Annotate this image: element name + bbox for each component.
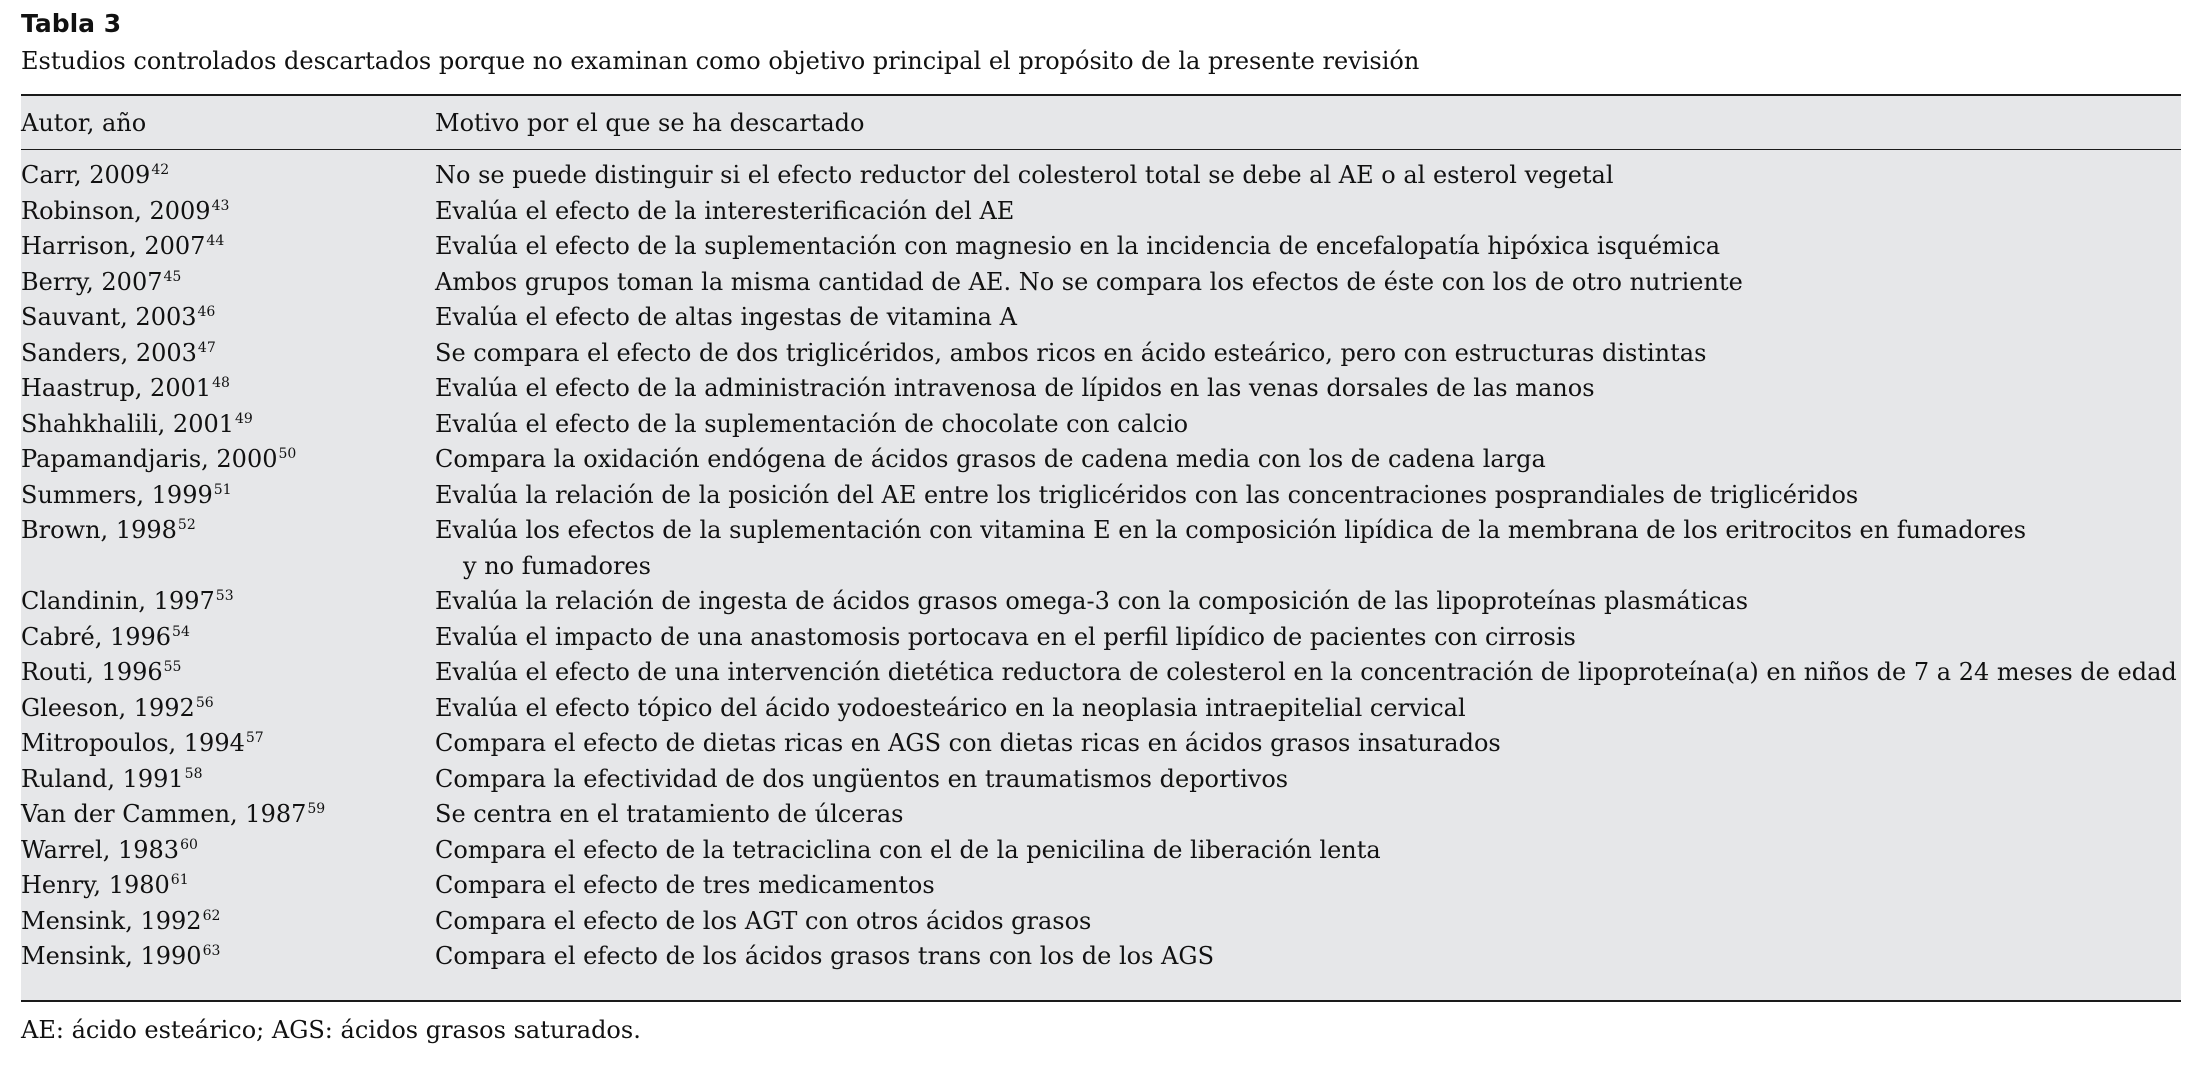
table-row: [21, 513, 2181, 584]
reason-continuation: y no fumadores: [463, 551, 651, 580]
author-cell: [21, 833, 198, 873]
author-cell: [21, 691, 214, 731]
author-cell: [21, 762, 203, 802]
reference-number: 43: [211, 197, 230, 214]
table-row: [21, 833, 2181, 869]
author-name: Mensink, 1990: [21, 942, 202, 970]
author-cell: [21, 513, 196, 553]
table-body: [21, 158, 2181, 975]
author-name: Mitropoulos, 1994: [21, 729, 245, 757]
reason-cell: Compara el efecto de los AGT con otros ácidos grasos: [435, 906, 1092, 935]
reference-number: 61: [170, 872, 189, 888]
reference-number: 51: [213, 481, 232, 498]
table-footnote: AE: ácido esteárico; AGS: ácidos grasos saturados.: [21, 1016, 641, 1044]
author-name: Ruland, 1991: [21, 764, 184, 793]
author-cell: [21, 300, 215, 340]
reference-number: 55: [163, 659, 182, 675]
author-cell: [21, 478, 232, 518]
table-row: [21, 655, 2181, 691]
table-row: [21, 726, 2181, 762]
author-cell: [21, 620, 190, 660]
author-cell: [21, 726, 264, 766]
author-name: Cabré, 1996: [21, 622, 172, 651]
author-name: Gleeson, 1992: [21, 693, 195, 722]
author-cell: [21, 336, 216, 376]
reason-cell: Evalúa el efecto de una intervención dietética reductora de colesterol en la concentración de lipoproteína(a) en niños de 7 a 24 meses de edad: [435, 658, 2177, 686]
reference-number: 49: [235, 410, 253, 427]
reason-text: Evalúa los efectos de la suplementación con vitamina E en la composición lipídica de la membrana de los eritrocitos en fumadores: [435, 516, 2027, 544]
reason-cell: Evalúa el efecto de la administración intravenosa de lípidos en las venas dorsales de las manos: [435, 374, 1595, 402]
reference-number: 63: [202, 943, 221, 959]
author-cell: [21, 265, 181, 305]
reason-cell: Evalúa la relación de la posición del AE entre los triglicéridos con las concentraciones posprandiales de triglicéridos: [435, 480, 1859, 509]
reason-cell: Compara el efecto de la tetraciclina con el de la penicilina de liberación lenta: [435, 835, 1381, 864]
reference-number: 58: [184, 765, 203, 782]
author-cell: [21, 194, 229, 234]
reference-number: 53: [215, 588, 234, 604]
table-row: [21, 868, 2181, 904]
table-row: [21, 371, 2181, 407]
author-name: Sauvant, 2003: [21, 303, 197, 331]
table-header: [21, 96, 2181, 150]
author-name: Berry, 2007: [21, 267, 163, 296]
reason-cell: Compara el efecto de tres medicamentos: [435, 871, 935, 899]
table-caption: Estudios controlados descartados porque no examinan como objetivo principal el propósito de la presente revisión: [21, 47, 1420, 75]
table-row: [21, 194, 2181, 230]
reason-cell: Evalúa el efecto de la suplementación con magnesio en la incidencia de encefalopatía hipóxica isquémica: [435, 232, 1721, 260]
author-name: Sanders, 2003: [21, 338, 197, 367]
author-name: Clandinin, 1997: [21, 587, 215, 615]
reason-cell: Compara el efecto de dietas ricas en AGS con dietas ricas en ácidos grasos insaturados: [435, 729, 1501, 757]
reason-cell: Se centra en el tratamiento de úlceras: [435, 800, 904, 828]
table-row: [21, 478, 2181, 514]
reference-number: 46: [197, 304, 216, 320]
table-row: [21, 797, 2181, 833]
reason-cell: Evalúa el efecto de la suplementación de chocolate con calcio: [435, 409, 1189, 438]
table-row: [21, 300, 2181, 336]
author-name: Robinson, 2009: [21, 196, 211, 225]
reference-number: 56: [195, 694, 214, 711]
table-row: [21, 229, 2181, 265]
author-cell: [21, 407, 253, 447]
author-cell: [21, 904, 220, 944]
author-name: Routi, 1996: [21, 658, 163, 686]
author-cell: [21, 797, 325, 837]
reference-number: 54: [172, 623, 190, 640]
table: [21, 94, 2181, 1002]
author-name: Brown, 1998: [21, 516, 177, 544]
reason-cell: Ambos grupos toman la misma cantidad de AE. No se compara los efectos de éste con los de otro nutriente: [435, 267, 1743, 296]
author-cell: [21, 868, 189, 908]
author-name: Harrison, 2007: [21, 232, 206, 260]
reference-number: 42: [151, 162, 170, 178]
reference-number: 52: [177, 517, 196, 533]
reason-cell: [435, 513, 2181, 584]
reason-cell: Evalúa el efecto tópico del ácido yodoesteárico en la neoplasia intraepitelial cervical: [435, 693, 1466, 722]
author-name: Van der Cammen, 1987: [21, 800, 307, 828]
reason-cell: Evalúa el efecto de la interesterificación del AE: [435, 196, 1015, 225]
author-name: Haastrup, 2001: [21, 374, 212, 402]
table-row: [21, 939, 2181, 975]
reference-number: 44: [206, 233, 225, 249]
reference-number: 48: [212, 375, 230, 391]
author-cell: [21, 371, 230, 411]
reason-cell: Compara la efectividad de dos ungüentos en traumatismos deportivos: [435, 764, 1289, 793]
author-cell: [21, 158, 169, 198]
table-row: [21, 584, 2181, 620]
reference-number: 59: [307, 801, 326, 817]
table-row: [21, 442, 2181, 478]
author-name: Mensink, 1992: [21, 906, 202, 935]
reason-cell: Evalúa la relación de ingesta de ácidos grasos omega-3 con la composición de las lipoproteínas plasmáticas: [435, 587, 1749, 615]
author-name: Summers, 1999: [21, 480, 213, 509]
author-cell: [21, 939, 220, 979]
author-name: Henry, 1980: [21, 871, 170, 899]
reference-number: 60: [180, 836, 198, 853]
author-cell: [21, 229, 224, 269]
header-author: Autor, año: [21, 109, 147, 137]
reference-number: 47: [197, 339, 216, 356]
header-reason: Motivo por el que se ha descartado: [435, 109, 865, 137]
author-name: Papamandjaris, 2000: [21, 445, 278, 473]
reason-cell: Compara la oxidación endógena de ácidos grasos de cadena media con los de cadena larga: [435, 445, 1546, 473]
table-row: [21, 691, 2181, 727]
table-row: [21, 407, 2181, 443]
reason-cell: Se compara el efecto de dos triglicéridos, ambos ricos en ácido esteárico, pero con estructuras distintas: [435, 338, 1707, 367]
table-row: [21, 762, 2181, 798]
reason-cell: Compara el efecto de los ácidos grasos trans con los de los AGS: [435, 942, 1215, 970]
reference-number: 45: [163, 268, 182, 285]
author-name: Shahkhalili, 2001: [21, 409, 235, 438]
reason-cell: Evalúa el efecto de altas ingestas de vitamina A: [435, 303, 1017, 331]
table-row: [21, 336, 2181, 372]
table-title: Tabla 3: [21, 9, 122, 38]
reason-cell: Evalúa el impacto de una anastomosis portocava en el perfil lipídico de pacientes con cirrosis: [435, 622, 1576, 651]
author-cell: [21, 442, 296, 482]
reason-cell: No se puede distinguir si el efecto reductor del colesterol total se debe al AE o al esterol vegetal: [435, 161, 1614, 189]
reference-number: 50: [278, 446, 297, 462]
table-row: [21, 620, 2181, 656]
table-row: [21, 265, 2181, 301]
table-row: [21, 158, 2181, 194]
reference-number: 62: [202, 907, 221, 924]
author-name: Carr, 2009: [21, 161, 151, 189]
table-row: [21, 904, 2181, 940]
author-cell: [21, 584, 234, 624]
reference-number: 57: [245, 730, 264, 746]
author-cell: [21, 655, 181, 695]
author-name: Warrel, 1983: [21, 835, 180, 864]
